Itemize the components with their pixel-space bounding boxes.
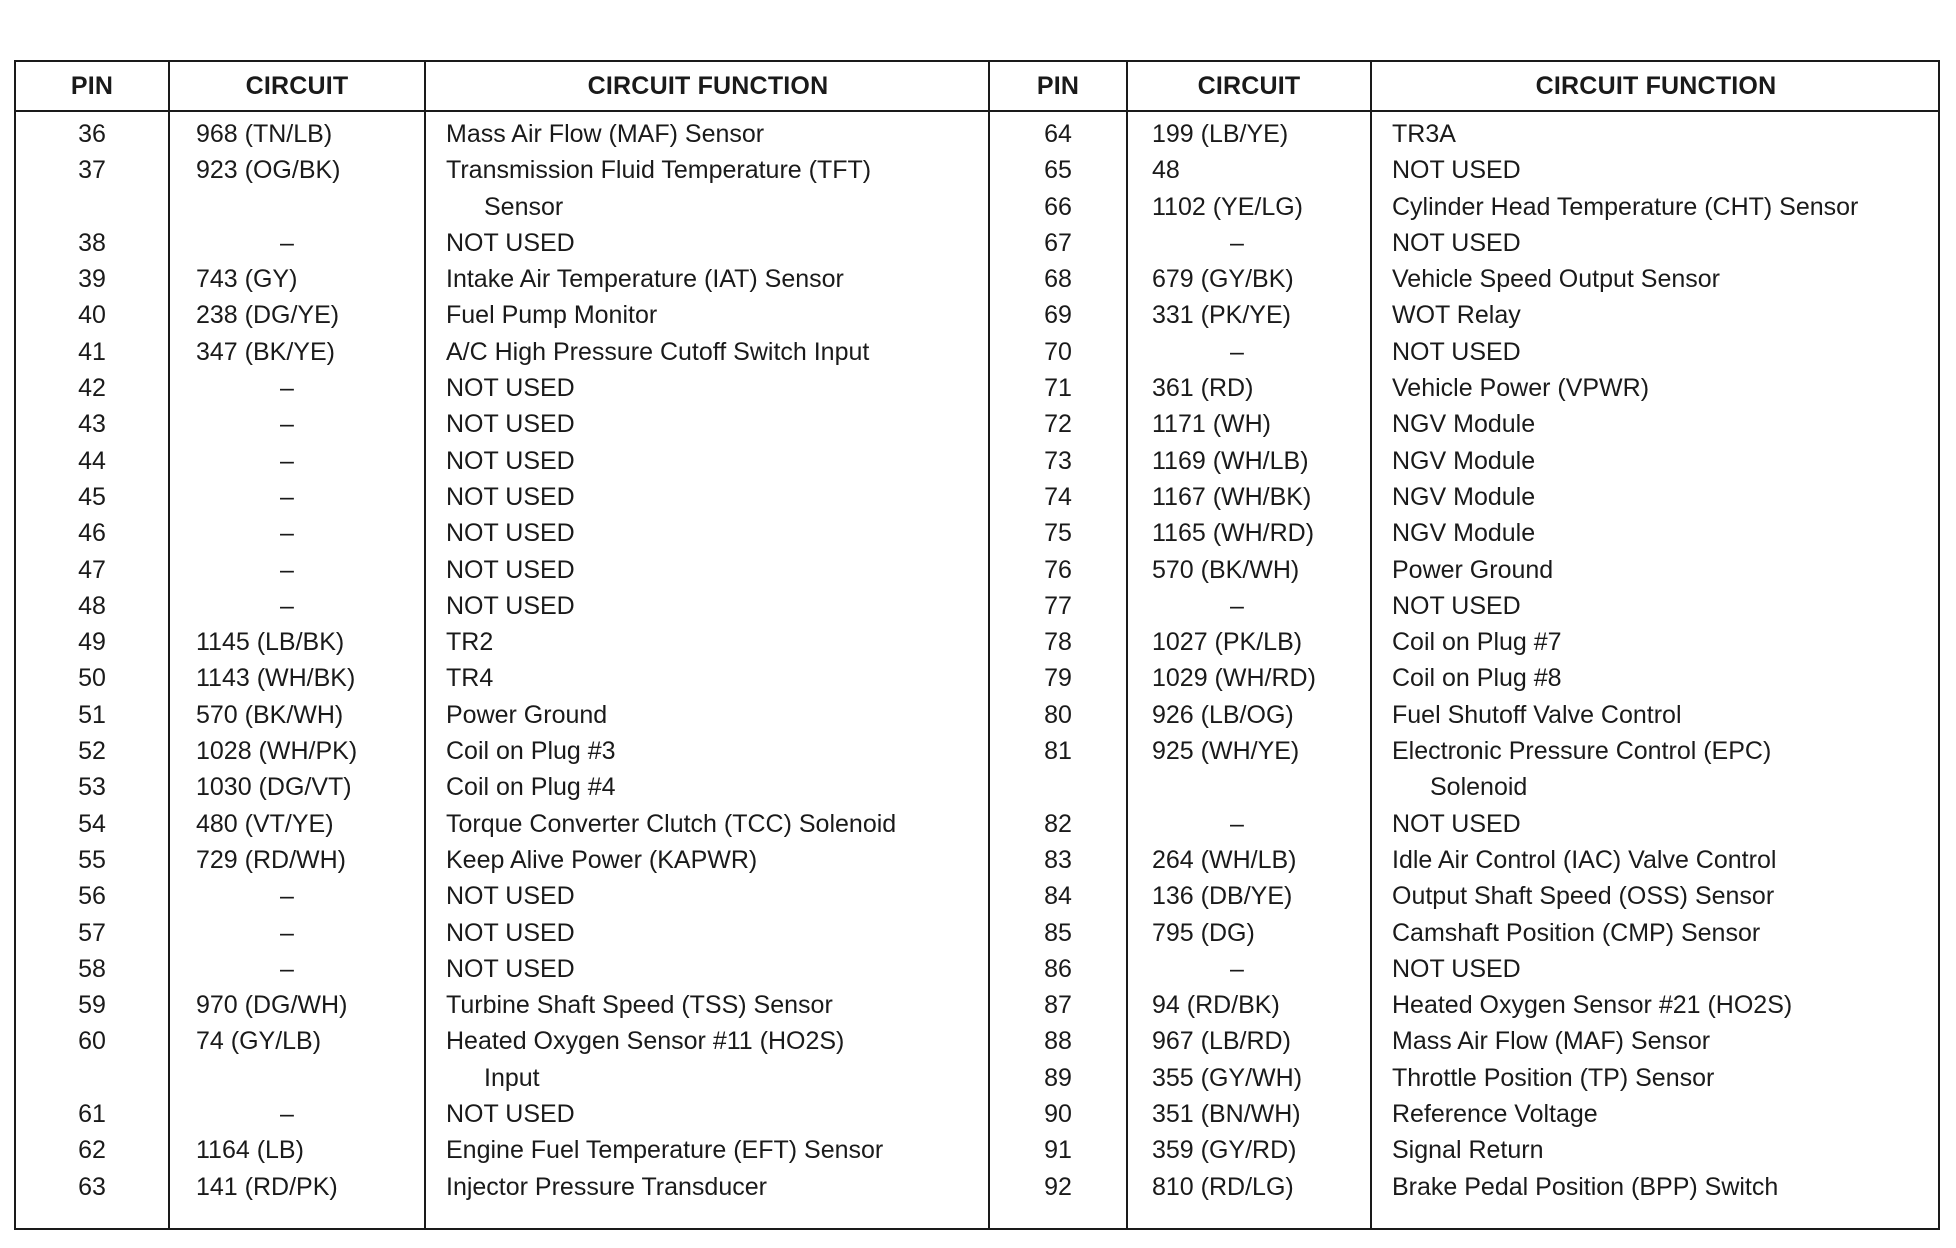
- circuit-id: –: [1230, 809, 1244, 838]
- pin-number: 90: [1044, 1100, 1072, 1129]
- pin-number: 49: [78, 628, 106, 657]
- circuit-id: 351 (BN/WH): [1152, 1100, 1301, 1129]
- circuit-id: 970 (DG/WH): [196, 991, 348, 1020]
- circuit-id: 94 (RD/BK): [1152, 991, 1280, 1020]
- table-row: [990, 951, 1938, 987]
- table-row: [16, 1169, 988, 1205]
- circuit-function: Brake Pedal Position (BPP) Switch: [1392, 1172, 1779, 1201]
- pin-number: 64: [1044, 120, 1072, 148]
- circuit-id: 729 (RD/WH): [196, 845, 347, 874]
- circuit-id: 74 (GY/LB): [196, 1027, 322, 1056]
- circuit-function: NOT USED: [446, 1100, 575, 1129]
- circuit-id: –: [1230, 337, 1244, 366]
- pin-number: 88: [1044, 1027, 1072, 1056]
- table-row: [990, 987, 1938, 1023]
- pin-number: 83: [1044, 845, 1072, 874]
- table-row: [16, 769, 988, 805]
- table-row: [16, 552, 988, 588]
- circuit-function: NOT USED: [446, 555, 575, 584]
- table-row: [990, 406, 1938, 442]
- circuit-function: A/C High Pressure Cutoff Switch Input: [446, 337, 870, 366]
- header-pin: PIN: [1036, 71, 1080, 100]
- pin-number: 48: [78, 591, 106, 620]
- table-row: [16, 588, 988, 624]
- circuit-id: –: [280, 882, 294, 911]
- circuit-function: NOT USED: [446, 954, 575, 983]
- circuit-function: NOT USED: [446, 591, 575, 620]
- table-row: [16, 806, 988, 842]
- pin-number: 85: [1044, 918, 1072, 947]
- circuit-function: Coil on Plug #7: [1392, 628, 1562, 657]
- circuit-id: 1145 (LB/BK): [196, 628, 345, 657]
- pin-number: 54: [78, 809, 106, 838]
- pin-number: 51: [78, 700, 106, 729]
- table-row: [990, 515, 1938, 551]
- circuit-id: –: [280, 410, 294, 439]
- header-circuit: CIRCUIT: [245, 71, 349, 100]
- circuit-id: –: [280, 228, 294, 257]
- circuit-function: Fuel Pump Monitor: [446, 301, 658, 330]
- pin-number: 62: [78, 1136, 106, 1165]
- pin-number: 69: [1044, 301, 1072, 330]
- circuit-function: NOT USED: [446, 519, 575, 548]
- pin-number: 36: [78, 120, 106, 148]
- circuit-id: 570 (BK/WH): [1152, 555, 1300, 584]
- circuit-function: WOT Relay: [1392, 301, 1521, 330]
- table-row: [990, 1132, 1938, 1168]
- table-row: [16, 443, 988, 479]
- circuit-function: NOT USED: [446, 882, 575, 911]
- table-body: [990, 116, 1938, 1205]
- table-row: [990, 261, 1938, 297]
- table-row: [990, 225, 1938, 261]
- pin-number: 78: [1044, 628, 1072, 657]
- circuit-function: Coil on Plug #8: [1392, 664, 1562, 693]
- table-row: [990, 697, 1938, 733]
- table-row: [16, 1023, 988, 1059]
- table-row: [990, 660, 1938, 696]
- circuit-id: 743 (GY): [196, 265, 298, 294]
- pin-number: 82: [1044, 809, 1072, 838]
- table-row: [16, 1060, 988, 1096]
- pin-number: 38: [78, 228, 106, 257]
- circuit-function: NOT USED: [446, 482, 575, 511]
- pin-number: 53: [78, 773, 106, 802]
- table-header: [16, 62, 988, 112]
- circuit-function: TR3A: [1392, 120, 1456, 148]
- table-row: [990, 189, 1938, 225]
- pin-number: 65: [1044, 156, 1072, 185]
- circuit-function: Coil on Plug #4: [446, 773, 616, 802]
- table-row: [990, 479, 1938, 515]
- table-row: [990, 769, 1938, 805]
- circuit-id: 480 (VT/YE): [196, 809, 334, 838]
- circuit-function: TR2: [446, 628, 494, 657]
- pin-number: 57: [78, 918, 106, 947]
- pin-number: 80: [1044, 700, 1072, 729]
- circuit-id: 1164 (LB): [196, 1136, 304, 1165]
- pin-number: 79: [1044, 664, 1072, 693]
- circuit-id: 347 (BK/YE): [196, 337, 335, 366]
- table-row: [990, 1169, 1938, 1205]
- table-row: [990, 443, 1938, 479]
- table-row: [990, 878, 1938, 914]
- circuit-function: Torque Converter Clutch (TCC) Solenoid: [446, 809, 897, 838]
- circuit-function: NOT USED: [446, 918, 575, 947]
- table-row: [990, 152, 1938, 188]
- circuit-function: Keep Alive Power (KAPWR): [446, 845, 758, 874]
- circuit-function: Mass Air Flow (MAF) Sensor: [446, 120, 765, 148]
- circuit-id: 1028 (WH/PK): [196, 737, 358, 766]
- table-row: [16, 189, 988, 225]
- circuit-id: 141 (RD/PK): [196, 1172, 338, 1201]
- table-row: [16, 370, 988, 406]
- table-row: [990, 842, 1938, 878]
- circuit-id: 1165 (WH/RD): [1152, 519, 1315, 548]
- pin-number: 77: [1044, 591, 1072, 620]
- circuit-function: Cylinder Head Temperature (CHT) Sensor: [1392, 192, 1859, 221]
- circuit-id: –: [280, 482, 294, 511]
- circuit-id: 136 (DB/YE): [1152, 882, 1293, 911]
- table-row: [16, 334, 988, 370]
- circuit-function: NOT USED: [1392, 809, 1521, 838]
- table-row: [990, 116, 1938, 152]
- table-row: [16, 697, 988, 733]
- circuit-function: NOT USED: [1392, 591, 1521, 620]
- table-row: [16, 152, 988, 188]
- circuit-function: Fuel Shutoff Valve Control: [1392, 700, 1682, 729]
- circuit-id: 679 (GY/BK): [1152, 265, 1294, 294]
- pin-number: 72: [1044, 410, 1072, 439]
- circuit-function: Power Ground: [446, 700, 608, 729]
- pin-number: 75: [1044, 519, 1072, 548]
- circuit-id: 926 (LB/OG): [1152, 700, 1294, 729]
- circuit-id: 795 (DG): [1152, 918, 1255, 947]
- pin-number: 37: [78, 156, 106, 185]
- circuit-id: 1102 (YE/LG): [1152, 192, 1304, 221]
- pin-number: 40: [78, 301, 106, 330]
- pin-number: 89: [1044, 1063, 1072, 1092]
- pin-number: 87: [1044, 991, 1072, 1020]
- table-row: [990, 334, 1938, 370]
- circuit-id: 968 (TN/LB): [196, 120, 333, 148]
- circuit-id: 1027 (PK/LB): [1152, 628, 1303, 657]
- circuit-id: 967 (LB/RD): [1152, 1027, 1291, 1056]
- circuit-function: Solenoid: [1430, 773, 1528, 802]
- circuit-id: 1171 (WH): [1152, 410, 1272, 439]
- circuit-function: NGV Module: [1392, 482, 1536, 511]
- table-row: [16, 479, 988, 515]
- table-header: [990, 62, 1938, 112]
- table-row: [16, 116, 988, 152]
- circuit-id: –: [280, 519, 294, 548]
- circuit-id: 331 (PK/YE): [1152, 301, 1291, 330]
- pin-number: 58: [78, 954, 106, 983]
- table-row: [990, 1023, 1938, 1059]
- table-row: [990, 1060, 1938, 1096]
- table-row: [16, 225, 988, 261]
- pin-number: 81: [1044, 737, 1072, 766]
- circuit-id: –: [280, 446, 294, 475]
- circuit-function: Output Shaft Speed (OSS) Sensor: [1392, 882, 1775, 911]
- table-row: [990, 1096, 1938, 1132]
- circuit-id: 1029 (WH/RD): [1152, 664, 1316, 693]
- circuit-function: NGV Module: [1392, 519, 1536, 548]
- pin-number: 43: [78, 410, 106, 439]
- pin-table-left: [14, 60, 990, 1230]
- pin-number: 46: [78, 519, 106, 548]
- table-row: [16, 878, 988, 914]
- circuit-id: 1167 (WH/BK): [1152, 482, 1312, 511]
- pin-number: 39: [78, 265, 106, 294]
- table-row: [990, 552, 1938, 588]
- pin-number: 44: [78, 446, 106, 475]
- table-row: [16, 515, 988, 551]
- circuit-function: Heated Oxygen Sensor #11 (HO2S): [446, 1027, 845, 1056]
- circuit-id: 1030 (DG/VT): [196, 773, 352, 802]
- circuit-function: Sensor: [484, 192, 564, 221]
- circuit-id: –: [1230, 591, 1244, 620]
- table-row: [16, 297, 988, 333]
- circuit-function: NOT USED: [1392, 228, 1521, 257]
- circuit-function: Transmission Fluid Temperature (TFT): [446, 156, 872, 185]
- pin-number: 55: [78, 845, 106, 874]
- pin-number: 92: [1044, 1172, 1072, 1201]
- circuit-function: Electronic Pressure Control (EPC): [1392, 737, 1772, 766]
- circuit-function: Camshaft Position (CMP) Sensor: [1392, 918, 1761, 947]
- pin-number: 41: [78, 337, 106, 366]
- circuit-function: NOT USED: [1392, 954, 1521, 983]
- circuit-id: 359 (GY/RD): [1152, 1136, 1297, 1165]
- circuit-id: 48: [1152, 156, 1180, 185]
- pin-number: 76: [1044, 555, 1072, 584]
- pin-number: 50: [78, 664, 106, 693]
- circuit-function: NGV Module: [1392, 446, 1536, 475]
- circuit-function: Mass Air Flow (MAF) Sensor: [1392, 1027, 1711, 1056]
- pin-table-right: [988, 60, 1940, 1230]
- circuit-function: Vehicle Speed Output Sensor: [1392, 265, 1721, 294]
- pin-number: 74: [1044, 482, 1072, 511]
- table-row: [990, 915, 1938, 951]
- table-row: [990, 297, 1938, 333]
- circuit-function: NGV Module: [1392, 410, 1536, 439]
- table-row: [16, 1096, 988, 1132]
- circuit-id: 199 (LB/YE): [1152, 120, 1289, 148]
- circuit-id: 810 (RD/LG): [1152, 1172, 1294, 1201]
- circuit-function: NOT USED: [446, 374, 575, 403]
- circuit-id: 238 (DG/YE): [196, 301, 340, 330]
- header-pin: PIN: [70, 71, 114, 100]
- table-body: [16, 116, 988, 1205]
- table-row: [16, 660, 988, 696]
- table-row: [16, 624, 988, 660]
- circuit-id: –: [280, 591, 294, 620]
- circuit-function: NOT USED: [446, 446, 575, 475]
- circuit-function: Input: [484, 1063, 540, 1092]
- pin-number: 70: [1044, 337, 1072, 366]
- pin-number: 56: [78, 882, 106, 911]
- pin-number: 84: [1044, 882, 1072, 911]
- circuit-id: –: [280, 1100, 294, 1129]
- circuit-function: NOT USED: [446, 228, 575, 257]
- circuit-function: NOT USED: [1392, 156, 1521, 185]
- pin-number: 86: [1044, 954, 1072, 983]
- pin-number: 91: [1044, 1136, 1072, 1165]
- header-circuit-function: CIRCUIT FUNCTION: [1535, 71, 1777, 100]
- circuit-function: Power Ground: [1392, 555, 1554, 584]
- pin-number: 52: [78, 737, 106, 766]
- circuit-function: NOT USED: [1392, 337, 1521, 366]
- table-row: [990, 588, 1938, 624]
- table-row: [16, 842, 988, 878]
- circuit-id: –: [280, 374, 294, 403]
- circuit-function: NOT USED: [446, 410, 575, 439]
- table-row: [16, 1132, 988, 1168]
- circuit-id: –: [1230, 954, 1244, 983]
- table-row: [990, 806, 1938, 842]
- table-row: [16, 951, 988, 987]
- pin-number: 73: [1044, 446, 1072, 475]
- pin-number: 60: [78, 1027, 106, 1056]
- circuit-function: Signal Return: [1392, 1136, 1544, 1165]
- pin-number: 61: [78, 1100, 106, 1129]
- table-row: [990, 370, 1938, 406]
- circuit-id: 361 (RD): [1152, 374, 1254, 403]
- circuit-id: –: [280, 918, 294, 947]
- circuit-id: 1143 (WH/BK): [196, 664, 356, 693]
- header-circuit: CIRCUIT: [1197, 71, 1301, 100]
- table-row: [990, 733, 1938, 769]
- table-row: [16, 406, 988, 442]
- pin-number: 47: [78, 555, 106, 584]
- circuit-function: Throttle Position (TP) Sensor: [1392, 1063, 1715, 1092]
- pin-number: 66: [1044, 192, 1072, 221]
- circuit-id: 925 (WH/YE): [1152, 737, 1300, 766]
- circuit-function: Reference Voltage: [1392, 1100, 1598, 1129]
- circuit-id: –: [280, 954, 294, 983]
- circuit-id: 1169 (WH/LB): [1152, 446, 1309, 475]
- circuit-id: 570 (BK/WH): [196, 700, 344, 729]
- table-row: [16, 915, 988, 951]
- circuit-id: 264 (WH/LB): [1152, 845, 1297, 874]
- pin-number: 63: [78, 1172, 106, 1201]
- circuit-function: Coil on Plug #3: [446, 737, 616, 766]
- circuit-function: Idle Air Control (IAC) Valve Control: [1392, 845, 1777, 874]
- table-row: [990, 624, 1938, 660]
- pin-number: 71: [1044, 374, 1072, 403]
- circuit-function: Intake Air Temperature (IAT) Sensor: [446, 265, 844, 294]
- header-circuit-function: CIRCUIT FUNCTION: [587, 71, 829, 100]
- circuit-function: TR4: [446, 664, 494, 693]
- pin-number: 68: [1044, 265, 1072, 294]
- circuit-function: Engine Fuel Temperature (EFT) Sensor: [446, 1136, 884, 1165]
- table-row: [16, 733, 988, 769]
- pin-number: 45: [78, 482, 106, 511]
- circuit-function: Injector Pressure Transducer: [446, 1172, 767, 1201]
- pin-number: 67: [1044, 228, 1072, 257]
- circuit-id: 355 (GY/WH): [1152, 1063, 1303, 1092]
- circuit-id: 923 (OG/BK): [196, 156, 341, 185]
- circuit-id: –: [280, 555, 294, 584]
- circuit-function: Turbine Shaft Speed (TSS) Sensor: [446, 991, 833, 1020]
- circuit-id: –: [1230, 228, 1244, 257]
- circuit-function: Vehicle Power (VPWR): [1392, 374, 1650, 403]
- table-row: [16, 261, 988, 297]
- table-row: [16, 987, 988, 1023]
- circuit-function: Heated Oxygen Sensor #21 (HO2S): [1392, 991, 1793, 1020]
- pin-number: 42: [78, 374, 106, 403]
- pin-number: 59: [78, 991, 106, 1020]
